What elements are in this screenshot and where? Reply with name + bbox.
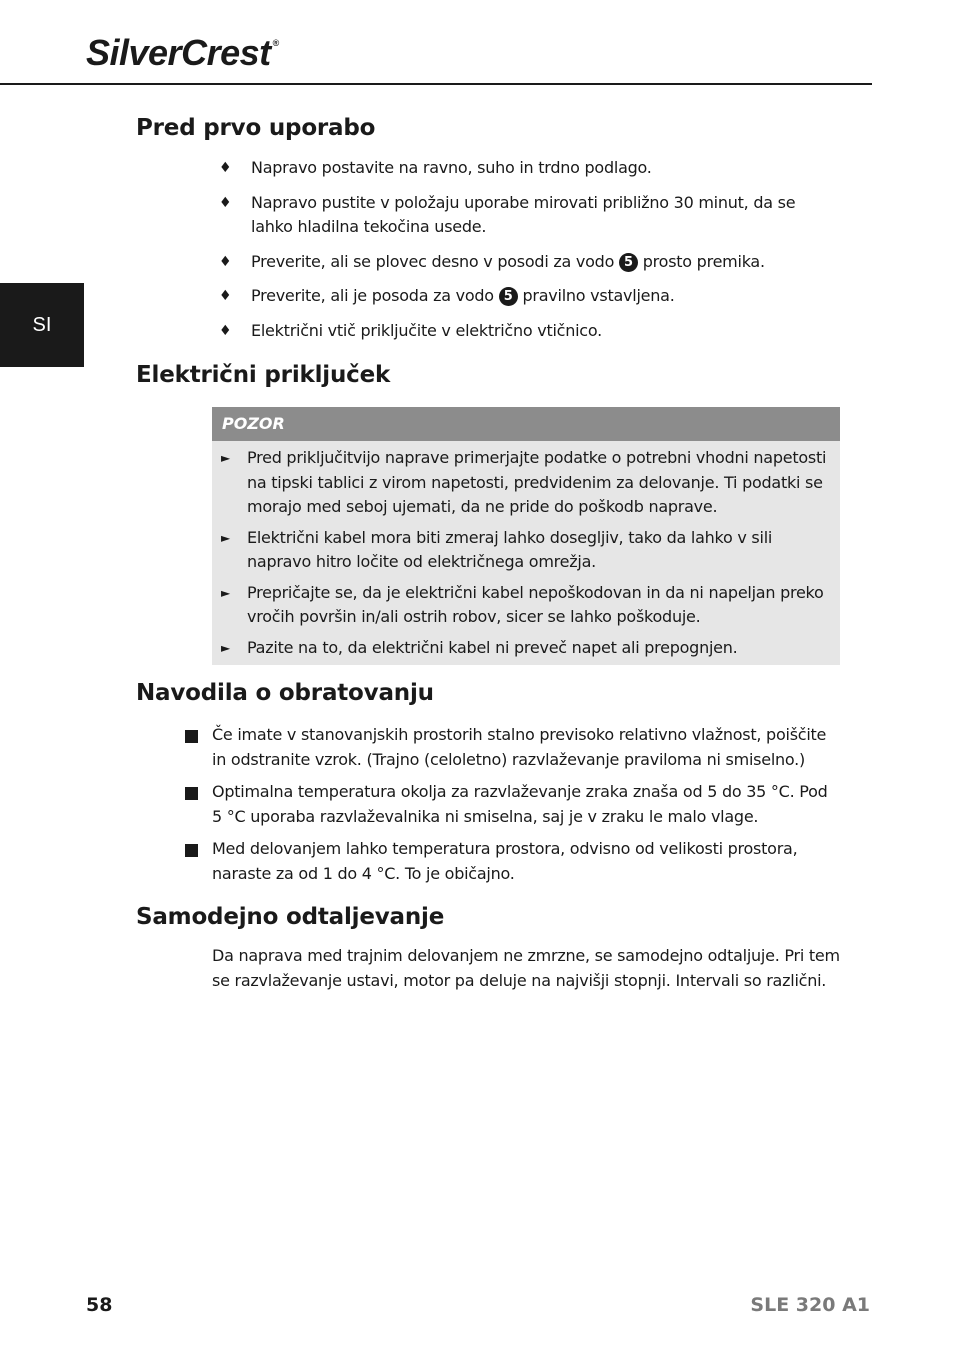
section-title-auto-defrost: Samodejno odtaljevanje <box>136 904 445 930</box>
list-item-text: Preverite, ali se plovec desno v posodi za vodo <box>251 251 619 271</box>
warning-item-text: Prepričajte se, da je električni kabel nepoškodovan in da ni napeljan preko vročih površin in/ali ostrih robov, sicer se lahko poškoduje. <box>247 582 824 626</box>
diamond-bullet-icon: ♦ <box>219 322 232 339</box>
first-use-list <box>219 156 819 343</box>
reference-number-icon: 5 <box>499 287 518 306</box>
list-item-text: Napravo pustite v položaju uporabe mirovati približno 30 minut, da se lahko hladilna tekočina usede. <box>251 192 796 236</box>
reference-number-icon: 5 <box>619 253 638 272</box>
arrow-bullet-icon: ► <box>221 585 230 600</box>
square-bullet-icon <box>185 844 198 857</box>
arrow-bullet-icon: ► <box>221 451 230 465</box>
list-item <box>185 780 840 829</box>
diamond-bullet-icon: ♦ <box>219 288 232 304</box>
arrow-bullet-icon: ► <box>221 530 230 545</box>
warning-item <box>212 526 832 575</box>
auto-defrost-text: Da naprava med trajnim delovanjem ne zmrzne, se samodejno odtaljuje. Pri tem se razvlaževanje ustavi, motor pa deluje na najvišji stopnji. Intervali so različni. <box>212 946 840 990</box>
registered-mark: ® <box>272 38 279 48</box>
warning-item-text: Pred priključitvijo naprave primerjajte podatke o potrebni vhodni napetosti na tipski tablici z virom napetosti, predvidenim za delovanje. Ti podatki se morajo med seboj ujemati, da ne pride do poškodb naprave. <box>247 448 827 516</box>
operating-list <box>185 723 840 886</box>
language-tab: SI <box>0 283 84 367</box>
list-item-text: Če imate v stanovanjskih prostorih stalno previsoko relativno vlažnost, poiščite in odstranite vzrok. (Trajno (celoletno) razvlaževanje praviloma ni smiselno.) <box>212 725 827 769</box>
diamond-bullet-icon: ♦ <box>219 194 232 211</box>
warning-item <box>212 581 832 630</box>
diamond-bullet-icon: ♦ <box>219 253 232 270</box>
diamond-bullet-icon: ♦ <box>219 160 232 176</box>
list-item-text: Napravo postavite na ravno, suho in trdno podlago. <box>251 158 652 177</box>
arrow-bullet-icon: ► <box>221 640 230 655</box>
header-rule <box>0 83 872 85</box>
list-item-text: Optimalna temperatura okolja za razvlaževanje zraka znaša od 5 do 35 °C. Pod 5 °C uporaba razvlaževalnika ni smiselna, saj je v zraku le malo vlage. <box>212 782 828 826</box>
section-title-electrical-connection: Električni priključek <box>136 362 391 388</box>
list-item-text: prosto premika. <box>637 251 765 271</box>
list-item <box>219 250 819 275</box>
warning-item-text: Pazite na to, da električni kabel ni preveč napet ali prepognjen. <box>247 637 738 657</box>
brand-logo-text: SilverCrest <box>86 32 271 73</box>
list-item-text: Preverite, ali je posoda za vodo <box>251 286 499 305</box>
list-item <box>185 723 840 772</box>
list-item <box>219 191 819 240</box>
warning-label: POZOR <box>212 407 840 441</box>
square-bullet-icon <box>185 787 198 800</box>
list-item-text: Med delovanjem lahko temperatura prostora, odvisno od velikosti prostora, naraste za od 1 do 4 °C. To je običajno. <box>212 839 798 883</box>
warning-box <box>212 407 840 665</box>
list-item <box>219 284 819 309</box>
list-item-text: pravilno vstavljena. <box>517 286 675 305</box>
warning-item <box>212 446 832 520</box>
warning-list <box>212 446 832 666</box>
warning-item <box>212 636 832 661</box>
section-title-first-use: Pred prvo uporabo <box>136 115 376 141</box>
list-item-text: Električni vtič priključite v električno vtičnico. <box>251 320 602 340</box>
warning-item-text: Električni kabel mora biti zmeraj lahko dosegljiv, tako da lahko v sili napravo hitro ločite od električnega omrežja. <box>247 527 773 571</box>
brand-logo <box>86 32 279 74</box>
page-number: 58 <box>86 1294 113 1316</box>
list-item <box>185 837 840 886</box>
section-title-operating-instructions: Navodila o obratovanju <box>136 680 434 706</box>
list-item <box>219 319 819 344</box>
list-item <box>219 156 819 181</box>
square-bullet-icon <box>185 730 198 743</box>
model-number: SLE 320 A1 <box>750 1294 870 1316</box>
